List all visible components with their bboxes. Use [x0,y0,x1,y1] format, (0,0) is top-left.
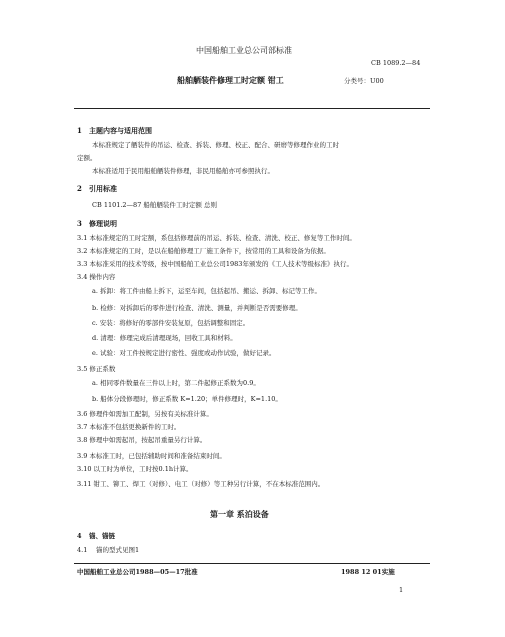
section-heading: 主题内容与适用范围 [89,126,152,135]
chapter-heading: 第一章 系泊设备 [210,509,269,519]
body-line: 本标准规定了舾装件的吊运、检查、拆装、修理、校正、配合、研磨等修理作业的工时 [92,141,339,149]
referenced-standard: CB 1101.2—87 船舶舾装件工时定额 总则 [92,201,217,209]
list-item: c. 安装：将修好的零部件安装复原，包括调整和固定。 [92,319,250,327]
page-number: 1 [399,586,404,594]
body-line: 定额。 [77,154,97,162]
approval-note: 中国船舶工业总公司1988—05—17批准 [77,568,198,576]
clause-3-10: 3.10 以工时为单位，工时按0.1h计算。 [77,465,193,473]
section-heading: 修理说明 [89,219,117,228]
clause-3-11: 3.11 钳工、铆工、焊工（对修）、电工（对修）等工种另行计算，不在本标准范围内。 [77,480,325,488]
list-item: b. 船体分段修理时，修正系数 K=1.20；单件修理时，K=1.10。 [92,395,282,403]
subsection-text: 锚的型式见图1 [96,546,140,554]
section-number: 2 [77,184,82,193]
clause-3-5: 3.5 修正系数 [77,365,116,373]
list-item: a. 拆卸：将工件由船上拆下，运至车间，包括起吊、搬运、拆卸、标记等工作。 [92,287,322,295]
list-item: b. 检修：对拆卸后的零件进行检查、清洗、测量，并判断是否需要修理。 [92,304,302,312]
list-item: a. 相同零件数量在三件以上时，第二件起修正系数为0.9。 [92,379,260,387]
clause-3-4: 3.4 操作内容 [77,273,116,281]
section-number: 4 [77,532,82,540]
header-rule [74,108,430,109]
clause-3-3: 3.3 本标准采用的技术等级，按中国船舶工业总公司1983年颁发的《工人技术等级标准》执行。 [77,260,353,268]
footer-rule [74,563,430,564]
section-number: 1 [77,126,82,135]
document-title: 船舶舾装件修理工时定额 钳工 [177,75,284,85]
clause-3-9: 3.9 本标准工时，已包括辅助时间和准备结束时间。 [77,452,226,460]
clause-3-6: 3.6 修理件如需加工配制，另按有关标准计算。 [77,410,213,418]
classification-number: 分类号：U00 [344,77,384,85]
clause-3-2: 3.2 本标准规定的工时，是以在船舶修理工厂施工条件下，按常用的工具和设备为依据。 [77,247,330,255]
standard-code: CB 1089.2—84 [371,59,421,67]
subsection-number: 4.1 [77,546,88,554]
clause-3-1: 3.1 本标准规定的工时定额，系包括修理前的吊运、拆装、检查、清洗、校正、修复等工作时间。 [77,234,356,242]
section-heading: 锚、锚链 [89,532,115,540]
clause-3-8: 3.8 修理中如需起吊，按起吊重量另行计算。 [77,436,207,444]
body-line: 本标准适用于民用船舶舾装件修理，非民用船舶亦可参照执行。 [92,167,274,175]
list-item: e. 试验：对工件按规定进行密性、强度或动作试验，做好记录。 [92,349,276,357]
issuing-organization: 中国船舶工业总公司部标准 [196,46,292,55]
section-heading: 引用标准 [89,184,117,193]
section-number: 3 [77,219,82,228]
clause-3-7: 3.7 本标准不包括更换新件的工时。 [77,423,181,431]
list-item: d. 清理：修理完成后清理现场，回收工具和材料。 [92,334,237,342]
implementation-date: 1988 12 01实施 [341,568,395,576]
